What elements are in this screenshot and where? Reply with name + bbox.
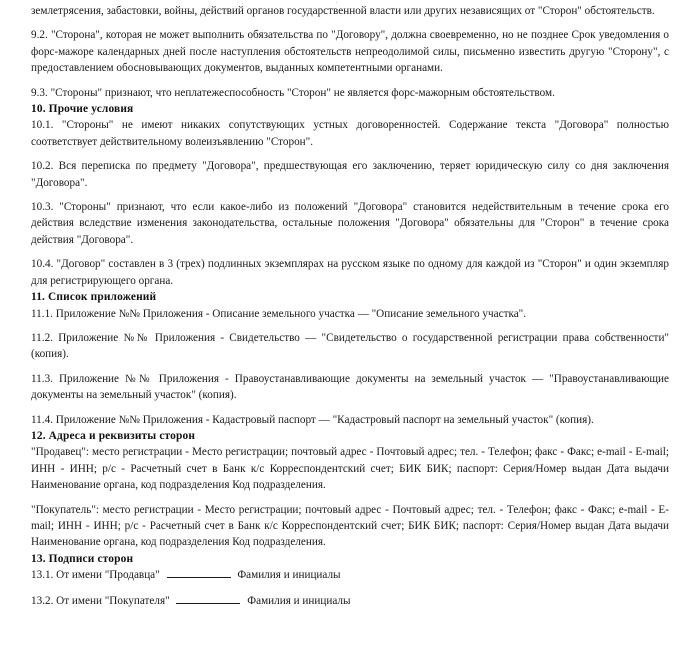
paragraph-10-1: 10.1. "Стороны" не имеют никаких сопутствующих устных договоренностей. Содержание текста "Договора" полностью соответствует действительному волеизъявлению "Сторон". (31, 119, 669, 148)
paragraph-11-4: 11.4. Приложение №№ Приложения - Кадастровый паспорт — "Кадастровый паспорт на земельный участок" (копия). (31, 413, 594, 426)
paragraph-10-3: 10.3. "Стороны" признают, что если какое-либо из положений "Договора" становится недействительным в течение срока его действия вследствие изменения законодательства, остальные положения "Договора" обязательны для "Сторон" в течение срока действия "Договора". (31, 201, 669, 246)
paragraph-11-1: 11.1. Приложение №№ Приложения - Описание земельного участка — "Описание земельного участка". (31, 307, 527, 320)
section-heading-11: 11. Список приложений (31, 291, 157, 304)
section-heading-13: 13. Подписи сторон (31, 552, 134, 565)
document-body (31, 0, 669, 609)
paragraph-buyer-details: "Покупатель": место регистрации - Место регистрации; почтовый адрес - Почтовый адрес; тел. - Телефон; факс - Факс; e-mail - E-mail; ИНН - ИНН; р/с - Расчетный счет в Банк к/с Корреспондентский счет; БИК БИК; паспорт: Серия/Номер выдан Дата выдачи Наименование органа, код подразделения Код подразделения. (31, 503, 669, 549)
signature-buyer-suffix: Фамилия и инициалы (247, 594, 351, 607)
paragraph-9-3: 9.3. "Стороны" признают, что неплатежеспособность "Сторон" не является форс-мажорным обстоятельством. (31, 86, 555, 99)
paragraph-9-1-continuation: землетрясения, забастовки, войны, действий органов государственной власти или других независящих от "Сторон" обстоятельств. (31, 5, 655, 17)
paragraph-9-2: 9.2. "Сторона", которая не может выполнить обязательства по "Договору", должна своевременно, но не позднее Срок уведомления о форс-мажоре календарных дней после наступления обстоятельств непреодолимой силы, письменно известить другую "Сторону", с предоставлением обосновывающих документов, выданных компетентными органами. (31, 29, 669, 75)
paragraph-11-3: 11.3. Приложение №№ Приложения - Правоустанавливающие документы на земельный участок — "Правоустанавливающие документы на земельный участок" (копия). (31, 372, 669, 402)
paragraph-seller-details: "Продавец": место регистрации - Место регистрации; почтовый адрес - Почтовый адрес; тел. - Телефон; факс - Факс; e-mail - E-mail; ИНН - ИНН; р/с - Расчетный счет в Банк к/с Корреспондентский счет; БИК БИК; паспорт: Серия/Номер выдан Дата выдачи Наименование органа, код подразделения Код подразделения. (31, 446, 669, 492)
paragraph-11-2: 11.2. Приложение №№ Приложения - Свидетельство — "Свидетельство о государственной регистрации права собственности" (копия). (31, 331, 669, 361)
signature-line-seller (31, 567, 669, 583)
section-heading-12: 12. Адреса и реквизиты сторон (31, 429, 196, 442)
signature-buyer-prefix: 13.2. От имени "Покупателя" (31, 594, 170, 607)
signature-seller-suffix: Фамилия и инициалы (237, 569, 341, 582)
signature-line-buyer (31, 593, 669, 609)
paragraph-10-2: 10.2. Вся переписка по предмету "Договора", предшествующая его заключению, теряет юридическую силу со дня заключения "Договора". (31, 160, 669, 189)
paragraph-10-4: 10.4. "Договор" составлен в 3 (трех) подлинных экземплярах на русском языке по одному для каждой из "Сторон" и один экземпляр для регистрирующего органа. (31, 258, 669, 287)
signature-seller-blank (167, 568, 231, 579)
signature-buyer-blank (176, 593, 240, 604)
signature-seller-prefix: 13.1. От имени "Продавца" (31, 569, 160, 582)
section-heading-10: 10. Прочие условия (31, 103, 134, 116)
